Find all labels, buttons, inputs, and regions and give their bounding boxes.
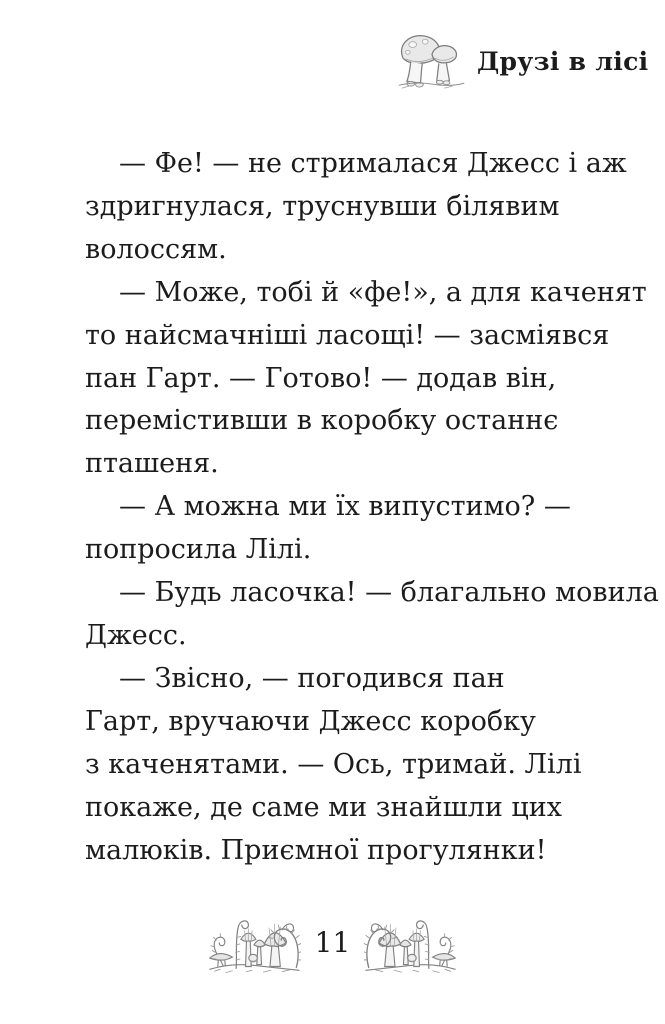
text-line: — Може, тобі й «фе!», а для каченят: [119, 276, 647, 308]
mushroom-fern-ornament-left-icon: [207, 910, 301, 976]
text-line: — Фе! — не стрималася Джесс і аж: [119, 148, 627, 179]
text-line: Гарт, вручаючи Джесс коробку: [85, 705, 536, 737]
text-line: попросила Лілі.: [85, 534, 312, 566]
page-footer: [0, 910, 665, 976]
text-line: покаже, де саме ми знайшли цих: [85, 791, 562, 823]
text-line: волоссям.: [85, 233, 227, 265]
two-mushrooms-icon: [396, 32, 468, 90]
page-number: 11: [314, 926, 351, 959]
text-line: то найсмачніші ласощі! — засміявся: [85, 319, 610, 351]
text-line: малюків. Приємної прогулянки!: [85, 834, 547, 866]
book-title: Друзі в лісі: [477, 46, 649, 76]
text-line: — Звісно, — погодився пан: [119, 662, 505, 694]
mushroom-fern-ornament-right-icon: [364, 910, 458, 976]
text-line: здригнулася, труснувши білявим: [85, 190, 560, 222]
text-line: пташеня.: [85, 448, 219, 480]
text-line: Джесс.: [85, 619, 187, 651]
text-line: перемістивши в коробку останнє: [85, 405, 559, 437]
story-text: [85, 143, 659, 872]
running-head: [396, 32, 648, 90]
text-line: з каченятами. — Ось, тримай. Лілі: [85, 748, 582, 780]
text-line: — Будь ласочка! — благально мовила: [119, 577, 659, 609]
text-line: пан Гарт. — Готово! — додав він,: [85, 362, 557, 394]
text-line: — А можна ми їх випустимо? —: [119, 491, 571, 523]
